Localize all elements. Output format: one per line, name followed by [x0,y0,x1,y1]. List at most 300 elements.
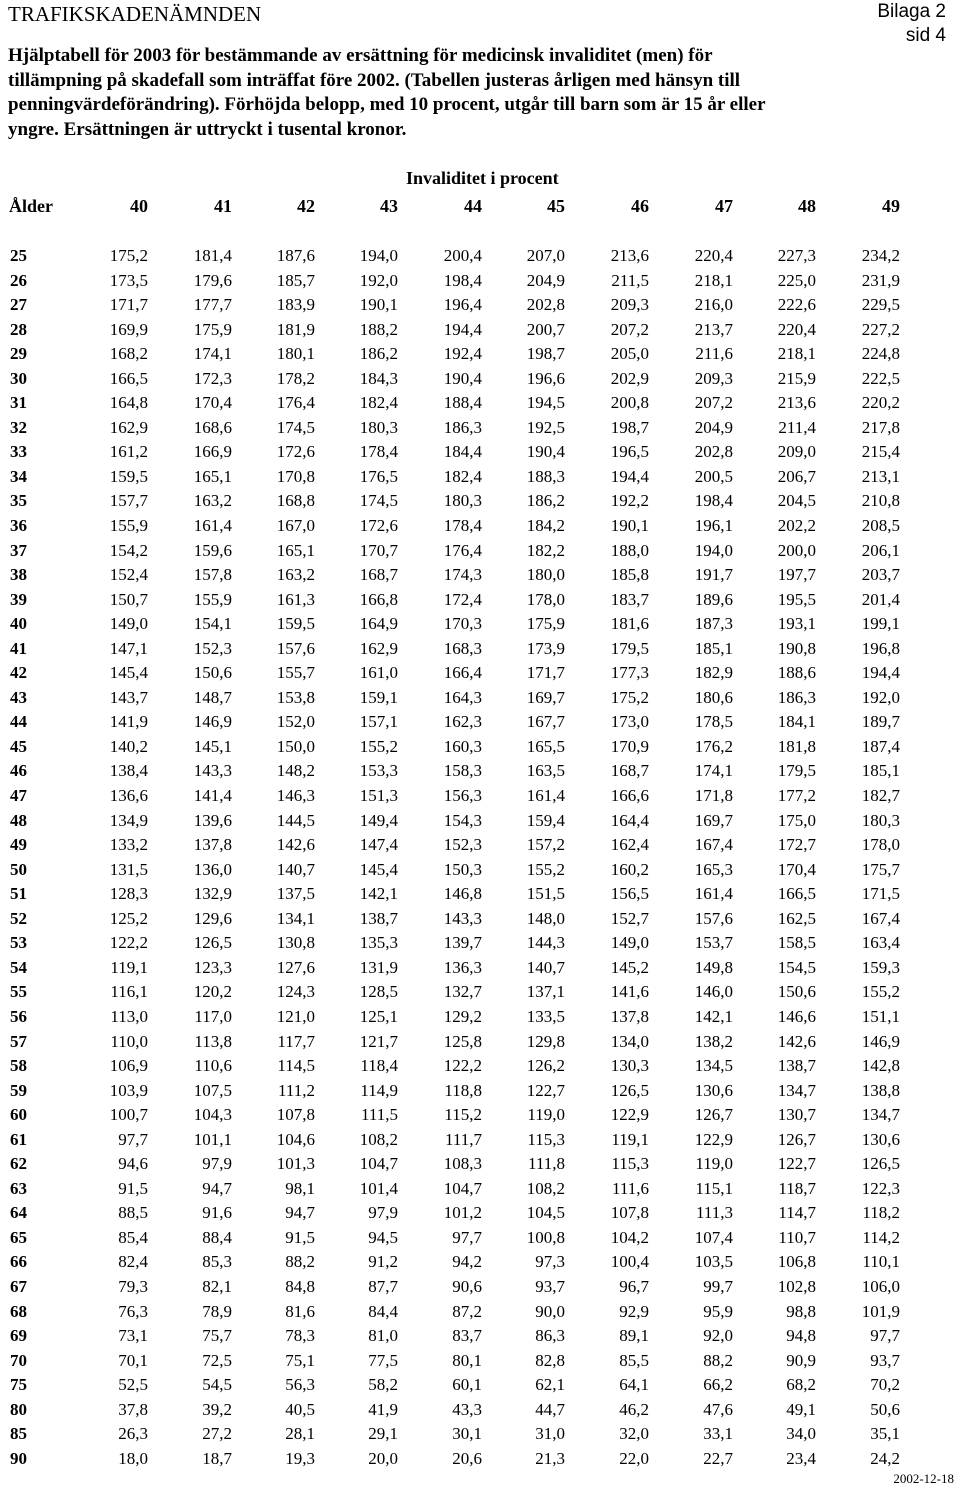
value-cell: 104,7 [443,1178,482,1198]
value-cell: 205,0 [610,344,649,364]
value-cell: 129,8 [526,1031,565,1051]
value-cell: 154,2 [109,540,148,560]
age-cell: 49 [10,835,27,855]
value-cell: 178,0 [526,589,565,609]
value-cell: 124,3 [276,982,315,1002]
value-cell: 174,5 [276,417,315,437]
value-cell: 174,1 [193,344,232,364]
value-cell: 154,1 [193,614,232,634]
value-cell: 154,3 [443,810,482,830]
value-cell: 157,6 [276,638,315,658]
age-cell: 67 [10,1276,27,1296]
value-cell: 90,0 [535,1301,565,1321]
value-cell: 184,1 [777,712,816,732]
table-row [0,565,960,590]
value-cell: 88,2 [703,1350,733,1370]
value-cell: 177,3 [610,663,649,683]
value-cell: 204,9 [526,270,565,290]
value-cell: 168,3 [443,638,482,658]
value-cell: 174,3 [443,565,482,585]
value-cell: 91,2 [368,1252,398,1272]
value-cell: 168,8 [276,491,315,511]
value-cell: 173,5 [109,270,148,290]
value-cell: 194,5 [526,393,565,413]
value-cell: 97,9 [368,1203,398,1223]
age-cell: 52 [10,908,27,928]
value-cell: 101,9 [861,1301,900,1321]
table-row [0,688,960,713]
age-cell: 58 [10,1056,27,1076]
column-header: 44 [464,196,482,216]
value-cell: 139,6 [193,810,232,830]
value-cell: 87,2 [452,1301,482,1321]
value-cell: 186,3 [443,417,482,437]
value-cell: 85,3 [202,1252,232,1272]
age-cell: 61 [10,1129,27,1149]
value-cell: 168,7 [610,761,649,781]
value-cell: 103,5 [694,1252,733,1272]
value-cell: 107,4 [694,1227,733,1247]
value-cell: 133,2 [109,835,148,855]
value-cell: 148,2 [276,761,315,781]
value-cell: 190,1 [610,516,649,536]
value-cell: 167,4 [694,835,733,855]
value-cell: 185,1 [861,761,900,781]
value-cell: 98,8 [786,1301,816,1321]
table-row [0,958,960,983]
value-cell: 104,5 [526,1203,565,1223]
value-cell: 90,9 [786,1350,816,1370]
value-cell: 114,2 [862,1227,900,1247]
table-row [0,1326,960,1351]
age-cell: 31 [10,393,27,413]
value-cell: 182,4 [443,466,482,486]
value-cell: 200,8 [610,393,649,413]
value-cell: 204,5 [777,491,816,511]
value-cell: 126,5 [861,1154,900,1174]
table-row [0,1007,960,1032]
age-cell: 43 [10,687,27,707]
value-cell: 152,4 [109,565,148,585]
value-cell: 196,8 [861,638,900,658]
value-cell: 146,6 [777,1006,816,1026]
value-cell: 220,4 [777,319,816,339]
value-cell: 198,7 [526,344,565,364]
table-row [0,246,960,271]
column-header: 40 [130,196,148,216]
age-cell: 62 [10,1154,27,1174]
value-cell: 91,5 [118,1178,148,1198]
value-cell: 132,9 [193,884,232,904]
value-cell: 137,8 [610,1006,649,1026]
age-cell: 85 [10,1424,27,1444]
value-cell: 126,5 [610,1080,649,1100]
value-cell: 145,4 [359,859,398,879]
value-cell: 196,6 [526,368,565,388]
value-cell: 194,4 [443,319,482,339]
value-cell: 136,6 [109,786,148,806]
value-cell: 184,2 [526,516,565,536]
value-cell: 163,5 [526,761,565,781]
column-header: 45 [547,196,565,216]
value-cell: 194,4 [861,663,900,683]
column-header: 41 [214,196,232,216]
age-cell: 64 [10,1203,27,1223]
value-cell: 168,2 [109,344,148,364]
value-cell: 110,1 [862,1252,900,1272]
table-row [0,786,960,811]
value-cell: 151,3 [359,786,398,806]
value-cell: 200,0 [777,540,816,560]
value-cell: 85,5 [619,1350,649,1370]
value-cell: 168,6 [193,417,232,437]
age-cell: 29 [10,344,27,364]
value-cell: 142,6 [777,1031,816,1051]
value-cell: 174,1 [694,761,733,781]
table-row [0,344,960,369]
value-cell: 138,7 [777,1056,816,1076]
value-cell: 93,7 [535,1276,565,1296]
value-cell: 207,2 [694,393,733,413]
value-cell: 41,9 [368,1399,398,1419]
value-cell: 194,0 [359,246,398,265]
value-cell: 202,8 [526,295,565,315]
value-cell: 125,2 [109,908,148,928]
value-cell: 78,3 [285,1326,315,1346]
age-cell: 59 [10,1080,27,1100]
value-cell: 118,4 [360,1056,398,1076]
value-cell: 188,6 [777,663,816,683]
value-cell: 161,4 [694,884,733,904]
value-cell: 166,5 [109,368,148,388]
age-cell: 66 [10,1252,27,1272]
value-cell: 220,4 [694,246,733,265]
value-cell: 213,6 [777,393,816,413]
value-cell: 188,0 [610,540,649,560]
age-cell: 26 [10,270,27,290]
value-cell: 80,1 [452,1350,482,1370]
value-cell: 118,8 [444,1080,482,1100]
value-cell: 180,3 [861,810,900,830]
value-cell: 171,7 [526,663,565,683]
value-cell: 161,0 [359,663,398,683]
value-cell: 84,4 [368,1301,398,1321]
value-cell: 141,4 [193,786,232,806]
value-cell: 152,3 [443,835,482,855]
table-row [0,639,960,664]
value-cell: 136,3 [443,957,482,977]
table-row [0,1351,960,1376]
value-cell: 142,1 [359,884,398,904]
value-cell: 182,4 [359,393,398,413]
value-cell: 101,3 [276,1154,315,1174]
value-cell: 198,4 [694,491,733,511]
value-cell: 188,4 [443,393,482,413]
value-cell: 142,1 [694,1006,733,1026]
value-cell: 152,7 [610,908,649,928]
value-cell: 188,2 [359,319,398,339]
value-cell: 222,6 [777,295,816,315]
value-cell: 202,8 [694,442,733,462]
value-cell: 159,1 [359,687,398,707]
age-cell: 30 [10,368,27,388]
value-cell: 82,4 [118,1252,148,1272]
value-cell: 202,9 [610,368,649,388]
value-cell: 122,7 [777,1154,816,1174]
value-cell: 130,6 [694,1080,733,1100]
value-cell: 165,1 [193,466,232,486]
age-cell: 44 [10,712,27,732]
value-cell: 111,3 [696,1203,733,1223]
value-cell: 119,1 [110,957,148,977]
table-row [0,491,960,516]
value-cell: 20,0 [368,1448,398,1468]
value-cell: 147,4 [359,835,398,855]
table-row [0,1277,960,1302]
value-cell: 122,2 [109,933,148,953]
value-cell: 150,3 [443,859,482,879]
value-cell: 183,7 [610,589,649,609]
value-cell: 194,4 [610,466,649,486]
value-cell: 172,6 [276,442,315,462]
value-cell: 114,5 [277,1056,315,1076]
value-cell: 131,5 [109,859,148,879]
value-cell: 178,0 [861,835,900,855]
value-cell: 111,2 [278,1080,315,1100]
table-row [0,1375,960,1400]
value-cell: 186,2 [526,491,565,511]
value-cell: 113,8 [194,1031,232,1051]
value-cell: 196,4 [443,295,482,315]
value-cell: 193,1 [777,614,816,634]
value-cell: 175,9 [526,614,565,634]
table-row [0,982,960,1007]
value-cell: 128,3 [109,884,148,904]
value-cell: 94,7 [285,1203,315,1223]
value-cell: 98,1 [285,1178,315,1198]
value-cell: 224,8 [861,344,900,364]
value-cell: 106,9 [109,1056,148,1076]
value-cell: 116,1 [110,982,148,1002]
value-cell: 115,3 [527,1129,565,1149]
value-cell: 229,5 [861,295,900,315]
value-cell: 162,5 [777,908,816,928]
value-cell: 206,1 [861,540,900,560]
value-cell: 147,1 [109,638,148,658]
table-row [0,933,960,958]
value-cell: 28,1 [285,1424,315,1444]
value-cell: 75,7 [202,1326,232,1346]
value-cell: 162,3 [443,712,482,732]
value-cell: 122,2 [443,1056,482,1076]
value-cell: 192,0 [359,270,398,290]
value-cell: 121,0 [276,1006,315,1026]
value-cell: 100,7 [109,1105,148,1125]
value-cell: 126,2 [526,1056,565,1076]
table-row [0,1203,960,1228]
value-cell: 201,4 [861,589,900,609]
value-cell: 182,9 [694,663,733,683]
value-cell: 130,7 [777,1105,816,1125]
value-cell: 153,8 [276,687,315,707]
value-cell: 95,9 [703,1301,733,1321]
value-cell: 101,1 [193,1129,232,1149]
value-cell: 119,1 [611,1129,649,1149]
value-cell: 108,2 [526,1178,565,1198]
age-cell: 37 [10,540,27,560]
table-row [0,590,960,615]
value-cell: 122,9 [610,1105,649,1125]
value-cell: 119,0 [527,1105,565,1125]
value-cell: 22,7 [703,1448,733,1468]
value-cell: 209,3 [694,368,733,388]
value-cell: 183,9 [276,295,315,315]
value-cell: 90,6 [452,1276,482,1296]
value-cell: 92,0 [703,1326,733,1346]
value-cell: 76,3 [118,1301,148,1321]
value-cell: 167,7 [526,712,565,732]
value-cell: 104,6 [276,1129,315,1149]
value-cell: 158,3 [443,761,482,781]
value-cell: 70,1 [118,1350,148,1370]
value-cell: 110,6 [194,1056,232,1076]
value-cell: 162,9 [359,638,398,658]
value-cell: 166,6 [610,786,649,806]
value-cell: 192,2 [610,491,649,511]
column-header: 43 [380,196,398,216]
value-cell: 227,3 [777,246,816,265]
value-cell: 143,3 [443,908,482,928]
value-cell: 30,1 [452,1424,482,1444]
value-cell: 138,2 [694,1031,733,1051]
value-cell: 158,5 [777,933,816,953]
value-cell: 97,7 [452,1227,482,1247]
value-cell: 110,7 [778,1227,816,1247]
value-cell: 134,9 [109,810,148,830]
value-cell: 211,5 [611,270,649,290]
value-cell: 176,5 [359,466,398,486]
value-cell: 88,2 [285,1252,315,1272]
value-cell: 145,4 [109,663,148,683]
age-cell: 42 [10,663,27,683]
value-cell: 120,2 [193,982,232,1002]
value-cell: 162,9 [109,417,148,437]
value-cell: 140,7 [276,859,315,879]
table-row [0,442,960,467]
value-cell: 134,7 [777,1080,816,1100]
value-cell: 126,5 [193,933,232,953]
value-cell: 192,4 [443,344,482,364]
value-cell: 114,9 [360,1080,398,1100]
value-cell: 146,9 [193,712,232,732]
value-cell: 62,1 [535,1375,565,1395]
value-cell: 149,0 [610,933,649,953]
value-cell: 88,5 [118,1203,148,1223]
value-cell: 137,5 [276,884,315,904]
value-cell: 165,3 [694,859,733,879]
value-cell: 169,7 [526,687,565,707]
value-cell: 22,0 [619,1448,649,1468]
table-row [0,1081,960,1106]
value-cell: 190,1 [359,295,398,315]
value-cell: 234,2 [861,246,900,265]
table-row [0,393,960,418]
age-column-header: Ålder [9,196,53,216]
table-row [0,663,960,688]
column-header: 48 [798,196,816,216]
value-cell: 101,2 [443,1203,482,1223]
value-cell: 115,2 [444,1105,482,1125]
value-cell: 40,5 [285,1399,315,1419]
value-cell: 163,4 [861,933,900,953]
value-cell: 208,5 [861,516,900,536]
value-cell: 140,2 [109,736,148,756]
table-row [0,909,960,934]
value-cell: 18,0 [118,1448,148,1468]
value-cell: 136,0 [193,859,232,879]
value-cell: 157,8 [193,565,232,585]
value-cell: 35,1 [870,1424,900,1444]
value-cell: 200,4 [443,246,482,265]
age-cell: 65 [10,1227,27,1247]
value-cell: 94,7 [202,1178,232,1198]
value-cell: 118,7 [778,1178,816,1198]
value-cell: 170,4 [193,393,232,413]
value-cell: 161,2 [109,442,148,462]
value-cell: 81,0 [368,1326,398,1346]
value-cell: 171,7 [109,295,148,315]
value-cell: 196,1 [694,516,733,536]
age-cell: 55 [10,982,27,1002]
value-cell: 56,3 [285,1375,315,1395]
value-cell: 21,3 [535,1448,565,1468]
value-cell: 113,0 [110,1006,148,1026]
table-row [0,1154,960,1179]
value-cell: 106,0 [861,1276,900,1296]
value-cell: 143,3 [193,761,232,781]
table-row [0,1252,960,1277]
value-cell: 157,2 [526,835,565,855]
value-cell: 118,2 [862,1203,900,1223]
age-cell: 63 [10,1178,27,1198]
value-cell: 115,3 [611,1154,649,1174]
value-cell: 160,2 [610,859,649,879]
value-cell: 177,7 [193,295,232,315]
value-cell: 117,7 [277,1031,315,1051]
value-cell: 152,3 [193,638,232,658]
value-cell: 192,5 [526,417,565,437]
value-cell: 159,5 [109,466,148,486]
value-cell: 154,5 [777,957,816,977]
age-cell: 38 [10,565,27,585]
age-cell: 27 [10,295,27,315]
intro-paragraph: Hjälptabell för 2003 för bestämmande av ersättning för medicinsk invaliditet (men) för tillämpning på skadefall som inträffat före 2002. (Tabellen justeras årligen med hänsyn till penningvärdeförändring). Förhöjda belopp, med 10 procent, utgår till barn som är 15 år eller yngre. Ersättningen är uttryckt i tusental kronor. [8,45,766,140]
value-cell: 82,1 [202,1276,232,1296]
age-cell: 48 [10,810,27,830]
column-header: 42 [297,196,315,216]
value-cell: 162,4 [610,835,649,855]
value-cell: 176,4 [443,540,482,560]
value-cell: 107,5 [193,1080,232,1100]
value-cell: 175,2 [610,687,649,707]
value-cell: 159,4 [526,810,565,830]
value-cell: 139,7 [443,933,482,953]
value-cell: 215,4 [861,442,900,462]
value-cell: 75,1 [285,1350,315,1370]
value-cell: 104,2 [610,1227,649,1247]
value-cell: 211,6 [695,344,733,364]
value-cell: 70,2 [870,1375,900,1395]
